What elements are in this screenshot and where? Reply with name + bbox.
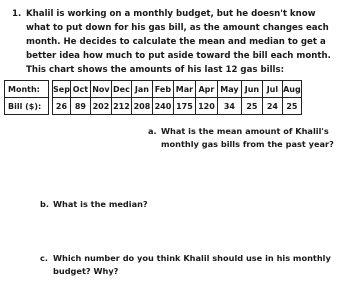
bill-row-header: Bill ($): (5, 98, 49, 115)
month-cell: Mar (173, 81, 195, 98)
question-a-text: What is the mean amount of Khalil's monthly gas bills from the past year? (161, 126, 334, 149)
month-cell: Apr (195, 81, 217, 98)
bill-cell: 26 (53, 98, 71, 115)
month-cell: Dec (111, 81, 131, 98)
gas-bill-table (4, 80, 302, 115)
month-cell: Jan (131, 81, 152, 98)
month-cell: Sep (53, 81, 71, 98)
month-cell: Feb (152, 81, 173, 98)
question-c-label: c. (40, 253, 48, 263)
bill-cell: 240 (152, 98, 173, 115)
month-cell: Jun (241, 81, 262, 98)
bill-cell: 25 (241, 98, 262, 115)
question-a-label: a. (148, 126, 157, 136)
question-b-text: What is the median? (53, 199, 148, 209)
problem-statement (12, 7, 342, 77)
bill-cell: 208 (131, 98, 152, 115)
bill-cell: 24 (262, 98, 282, 115)
question-c (40, 252, 340, 278)
month-cell: Aug (282, 81, 301, 98)
bill-row (5, 98, 302, 115)
month-row (5, 81, 302, 98)
bill-cell: 120 (195, 98, 217, 115)
month-cell: May (217, 81, 241, 98)
question-b (40, 198, 240, 211)
bill-cell: 212 (111, 98, 131, 115)
bill-cell: 89 (70, 98, 90, 115)
month-cell: Jul (262, 81, 282, 98)
problem-number: 1. (12, 9, 22, 19)
month-row-header: Month: (5, 81, 49, 98)
bill-cell: 34 (217, 98, 241, 115)
problem-text: Khalil is working on a monthly budget, but he doesn't know what to put down for his gas bill, as the amount changes each month. He decides to calculate the mean and median to get a better idea how much to put aside toward the bill each month. This chart shows the amounts of his last 12 gas bills: (26, 9, 331, 75)
question-b-label: b. (40, 199, 49, 209)
question-c-text: Which number do you think Khalil should use in his monthly budget? Why? (53, 253, 331, 276)
question-a (148, 125, 348, 151)
month-cell: Nov (90, 81, 111, 98)
bill-cell: 25 (282, 98, 301, 115)
month-cell: Oct (70, 81, 90, 98)
bill-cell: 175 (173, 98, 195, 115)
bill-cell: 202 (90, 98, 111, 115)
